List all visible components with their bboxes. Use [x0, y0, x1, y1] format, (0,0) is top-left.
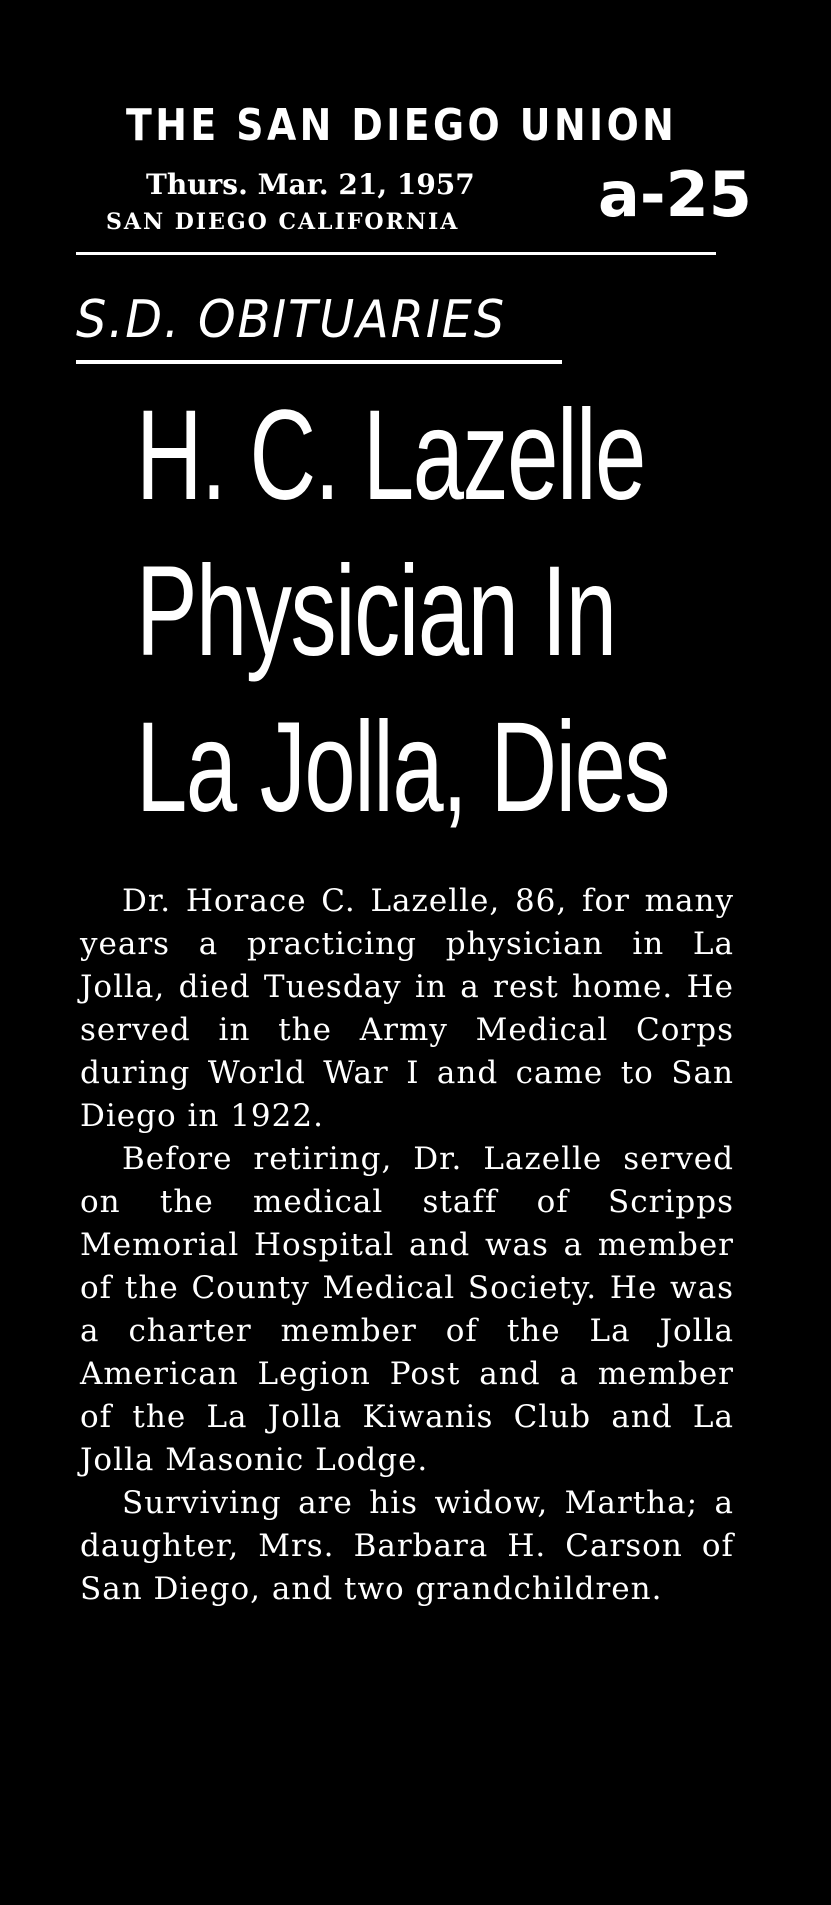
- issue-location: SAN DIEGO CALIFORNIA: [106, 209, 460, 235]
- article-paragraph: Surviving are his widow, Martha; a daughter, Mrs. Barbara H. Carson of San Diego, and two grandchildren.: [80, 1485, 734, 1607]
- article-body: [80, 880, 734, 1611]
- newspaper-name: THE SAN DIEGO UNION: [126, 100, 678, 151]
- article-headline: [136, 378, 736, 846]
- article-paragraph: Before retiring, Dr. Lazelle served on the medical staff of Scripps Memorial Hospital and was a member of the County Medical Society. He was a charter member of the La Jolla American Legion Post and a member of the La Jolla Kiwanis Club and La Jolla Masonic Lodge.: [80, 1141, 734, 1478]
- headline-line: Physician In: [136, 540, 616, 683]
- issue-date: Thurs. Mar. 21, 1957: [146, 168, 475, 201]
- section-divider: [76, 360, 562, 364]
- article-paragraph: Dr. Horace C. Lazelle, 86, for many years a practicing physician in La Jolla, died Tuesday in a rest home. He served in the Army Medical Corps during World War I and came to San Diego in 1922.: [80, 883, 734, 1134]
- headline-line: H. C. Lazelle: [136, 384, 645, 527]
- headline-line: La Jolla, Dies: [136, 696, 670, 839]
- masthead-divider: [76, 252, 716, 255]
- page-number: a-25: [598, 158, 752, 231]
- section-label: S.D. OBITUARIES: [76, 290, 506, 350]
